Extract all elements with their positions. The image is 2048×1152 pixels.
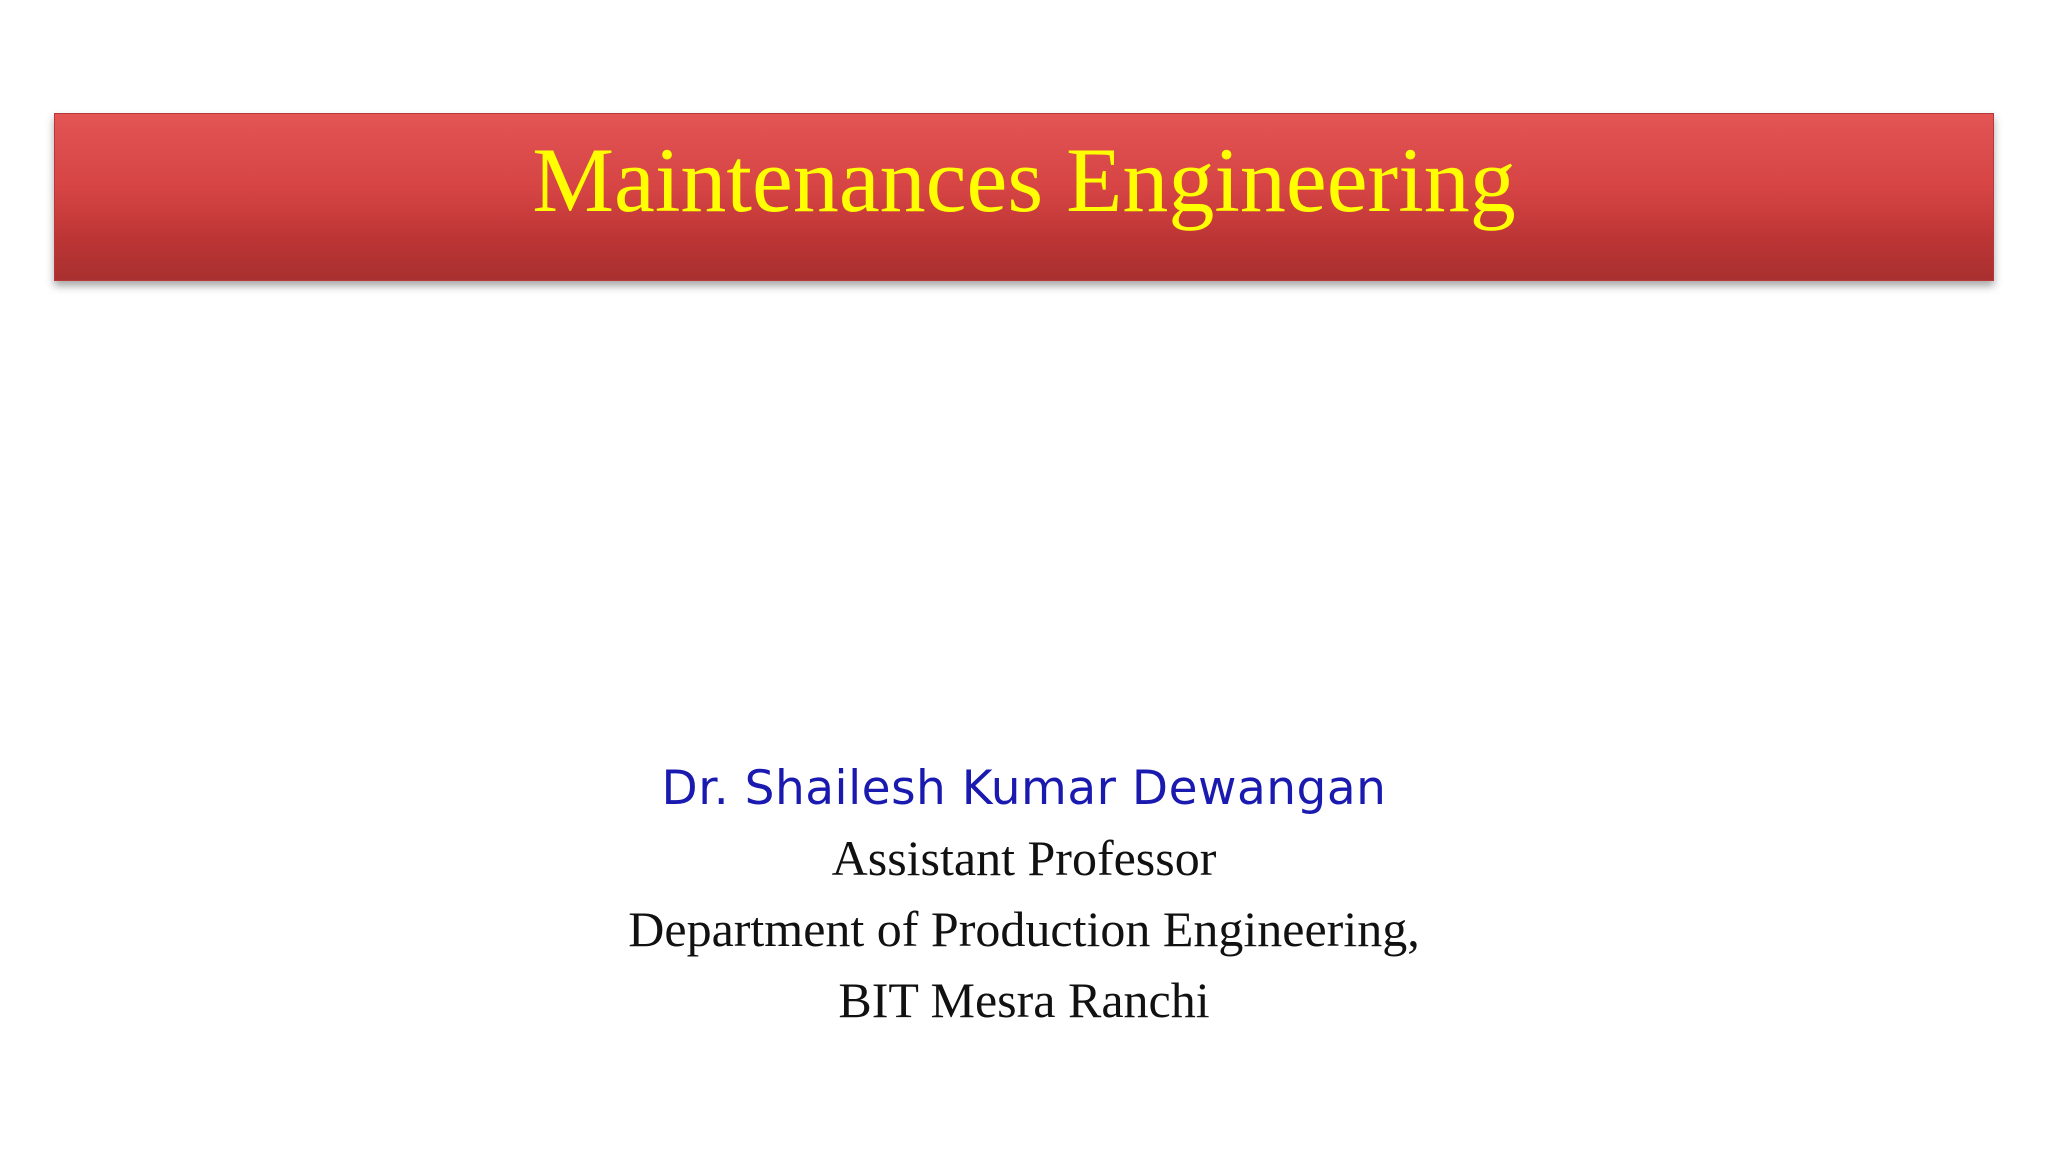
author-block — [0, 755, 2048, 1036]
author-position: Assistant Professor — [831, 830, 1217, 886]
author-institution: BIT Mesra Ranchi — [838, 972, 1210, 1028]
author-name: Dr. Shailesh Kumar Dewangan — [661, 761, 1387, 816]
author-department: Department of Production Engineering, — [628, 901, 1420, 957]
slide-title: Maintenances Engineering — [532, 129, 1516, 231]
